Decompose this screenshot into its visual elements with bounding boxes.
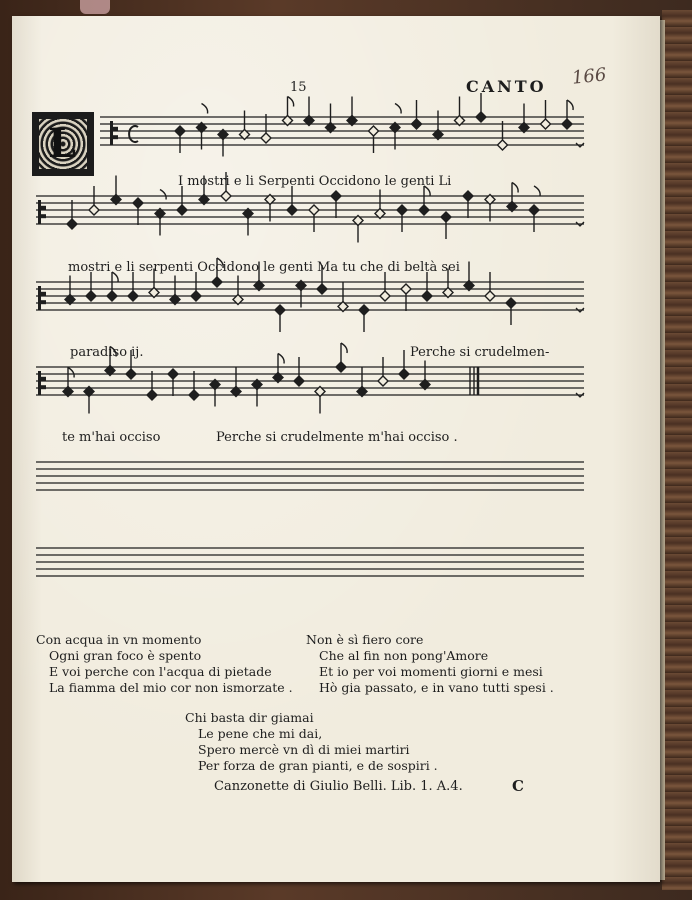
note-head [506,298,516,308]
note-flag [512,183,518,193]
note-head [168,369,178,379]
note-head [107,291,117,301]
signature-mark: C [512,777,524,795]
verse-line: Hò gia passato, e in vano tutti spesi . [319,680,554,695]
clef-icon [113,127,118,131]
note-head [369,126,379,136]
lyric-line-3-right: Perche si crudelmen- [410,345,550,360]
verse-line: Ogni gran foco è spento [49,648,202,663]
note-head [441,212,451,222]
verse-line: E voi perche con l'acqua di pietade [49,664,272,679]
note-head [401,284,411,294]
note-head [463,191,473,201]
note-head [175,126,185,136]
verse-line: Spero mercè vn dì di miei martiri [198,742,410,757]
note-flag [534,186,540,196]
lyric-line-4-left: te m'hai occiso [62,430,161,445]
clef-icon [38,286,41,310]
note-head [126,369,136,379]
page-number: 15 [290,80,307,95]
verse-line: Per forza de gran pianti, e de sospiri . [198,758,438,773]
note-head [294,376,304,386]
note-head [86,291,96,301]
clef-icon [41,300,46,304]
note-head [261,133,271,143]
clef-icon [38,371,41,395]
note-head [177,205,187,215]
note-head [485,291,495,301]
note-flag [202,104,208,114]
clef-icon [41,377,46,381]
note-head [476,112,486,122]
note-head [147,390,157,400]
verse-line: La fiamma del mio cor non ismorzate . [49,680,293,695]
note-head [309,205,319,215]
initial-letter-icon: L [48,120,77,167]
note-head [212,277,222,287]
note-head [317,284,327,294]
note-head [562,119,572,129]
verse-line: Le pene che mi dai, [198,726,323,741]
clef-icon [113,135,118,139]
note-flag [341,343,347,353]
clef-icon [110,121,113,145]
note-head [89,205,99,215]
verse-line: Chi basta dir giamai [185,710,314,725]
note-head [422,291,432,301]
note-head [287,205,297,215]
note-head [378,376,388,386]
clef-icon [41,214,46,218]
note-head [133,198,143,208]
time-signature-icon [129,126,138,142]
verse-line: Et io per voi momenti giorni e mesi [319,664,543,679]
note-flag [160,190,166,200]
lyric-line-1: I mostri e li Serpenti Occidono le genti Li [178,174,452,189]
verse-left [36,632,293,696]
note-head [359,305,369,315]
note-head [399,369,409,379]
note-head [397,205,407,215]
note-head [412,119,422,129]
verse-bottom [185,710,438,774]
lyric-line-3-left: paradiso ij. [70,345,144,360]
note-flag [278,354,284,364]
verse-right [306,632,554,696]
clef-icon [41,385,46,389]
note-head [541,119,551,129]
note-head [336,362,346,372]
verse-line: Con acqua in vn momento [36,632,202,647]
folio-annotation: 166 [570,64,608,89]
note-head [189,390,199,400]
note-flag [68,368,74,378]
note-flag [395,104,401,114]
verse-line: Non è sì fiero core [306,632,424,647]
clef-icon [41,206,46,210]
note-head [67,219,77,229]
note-head [191,291,201,301]
note-head [331,191,341,201]
lyric-line-2: mostri e li serpenti Occidono le genti Ma tu che di beltà sei [68,260,460,275]
note-head [498,140,508,150]
clef-icon [38,200,41,224]
verse-line: Che al fin non pong'Amore [319,648,489,663]
source-line: Canzonette di Giulio Belli. Lib. 1. A.4. [214,779,463,794]
lyric-line-4-right: Perche si crudelmente m'hai occiso . [216,430,458,445]
note-head [529,205,539,215]
note-head [380,291,390,301]
note-head [128,291,138,301]
note-head [419,205,429,215]
note-flag [567,100,573,110]
note-head [275,305,285,315]
voice-part-title: CANTO [466,77,547,96]
clef-icon [41,292,46,296]
note-flag [288,97,294,107]
note-head [221,191,231,201]
